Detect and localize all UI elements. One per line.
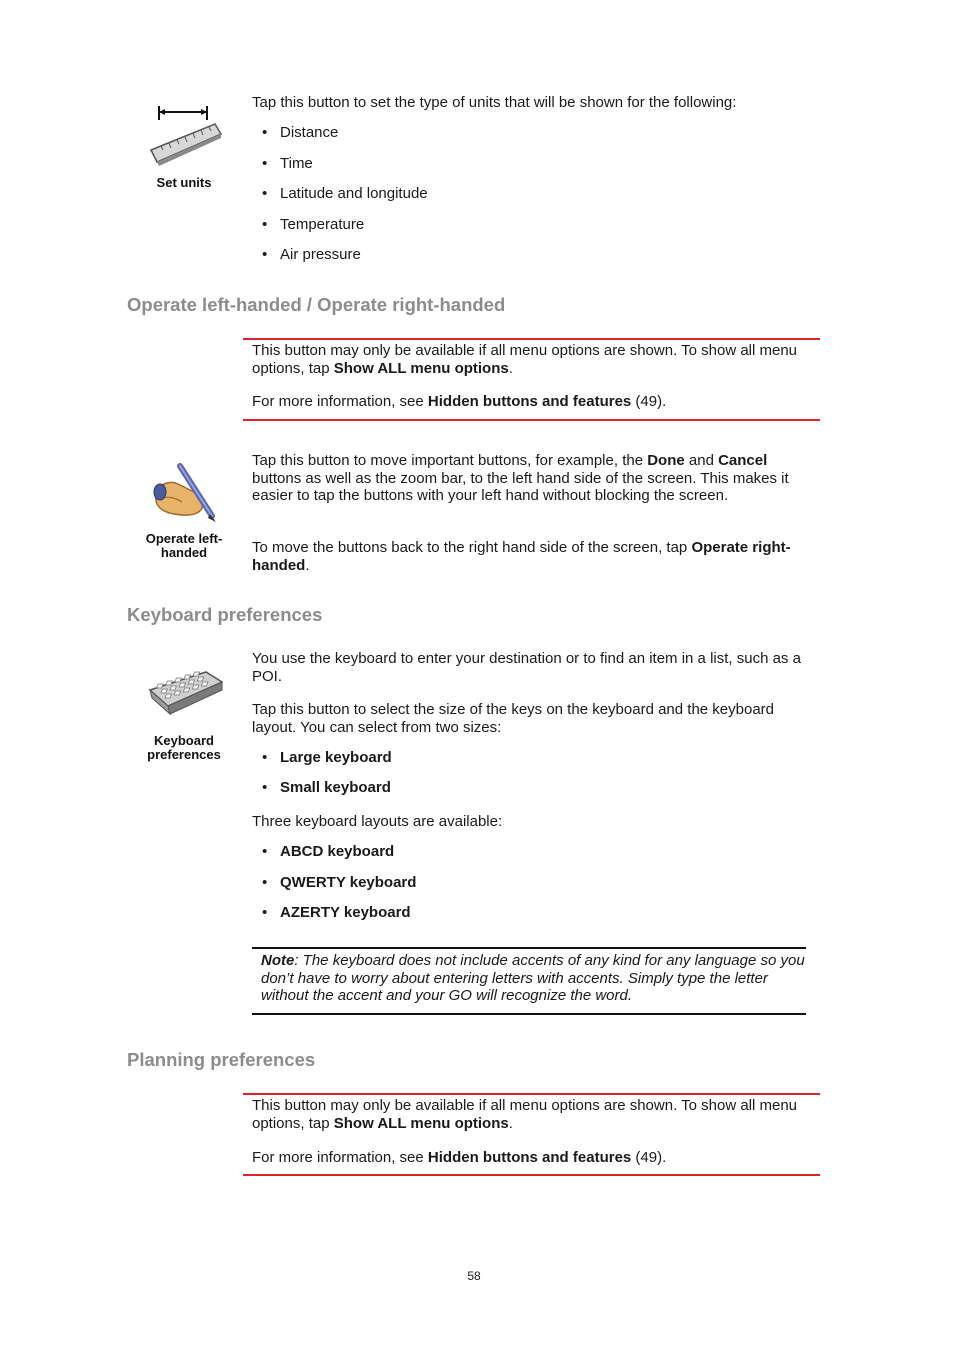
set-units-label: Set units (156, 175, 212, 190)
keyboard-paragraph-1: You use the keyboard to enter your destination or to find an item in a list, such as a POI. (252, 650, 801, 685)
notice-paragraph: This button may only be available if all menu options are shown. To show all menu options, tap Show ALL menu options. (252, 342, 798, 377)
section-heading-keyboard: Keyboard preferences (127, 604, 323, 625)
section-heading-planning: Planning preferences (127, 1049, 316, 1070)
list-item: • Latitude and longitude (262, 185, 428, 202)
list-item: • QWERTY keyboard (262, 874, 417, 891)
left-handed-description-2: To move the buttons back to the right hand side of the screen, tap Operate right-handed. (252, 539, 791, 574)
set-units-icon-block (145, 104, 225, 168)
note-bottom-rule (252, 1013, 806, 1015)
keyboard-icon (146, 668, 226, 720)
list-item: • Distance (262, 124, 339, 141)
notice-paragraph: This button may only be available if all menu options are shown. To show all menu options, tap Show ALL menu options. (252, 1097, 798, 1132)
notice-top-rule (243, 1093, 820, 1095)
list-item: • AZERTY keyboard (262, 904, 411, 921)
set-units-intro: Tap this button to set the type of units that will be shown for the following: (252, 94, 737, 111)
ruler-icon (145, 104, 225, 168)
keyboard-paragraph-3: Three keyboard layouts are available: (252, 813, 503, 830)
keyboard-icon-block (146, 668, 226, 720)
notice-bottom-rule (243, 1174, 820, 1176)
note-top-rule (252, 947, 806, 949)
list-item: • Time (262, 155, 313, 172)
list-item: • Temperature (262, 216, 365, 233)
hand-pen-icon (148, 462, 224, 524)
section-heading-left-handed: Operate left-handed / Operate right-handed (127, 294, 506, 315)
list-item: • Small keyboard (262, 779, 391, 796)
left-handed-icon-block (148, 462, 224, 524)
keyboard-paragraph-2: Tap this button to select the size of the keys on the keyboard and the keyboard layout. You can select from two sizes: (252, 701, 774, 736)
page-number: 58 (467, 1269, 481, 1283)
notice-top-rule (243, 338, 820, 340)
left-handed-description: Tap this button to move important buttons, for example, the Done and Cancel buttons as well as the zoom bar, to the left hand side of the screen. This makes it easier to tap the buttons with your left hand without blocking the screen. (252, 452, 789, 504)
left-handed-label: Operate left- handed (145, 531, 223, 560)
list-item: • Air pressure (262, 246, 361, 263)
list-item: • ABCD keyboard (262, 843, 395, 860)
notice-paragraph: For more information, see Hidden buttons and features (49). (252, 393, 667, 410)
list-item: • Large keyboard (262, 749, 392, 766)
notice-paragraph: For more information, see Hidden buttons and features (49). (252, 1149, 667, 1166)
keyboard-label: Keyboard preferences (147, 733, 221, 762)
notice-bottom-rule (243, 419, 820, 421)
keyboard-note: Note: The keyboard does not include accents of any kind for any language so you don’t have to worry about entering letters with accents. Simply type the letter without the accent and your GO will recognize the word. (261, 952, 805, 1004)
